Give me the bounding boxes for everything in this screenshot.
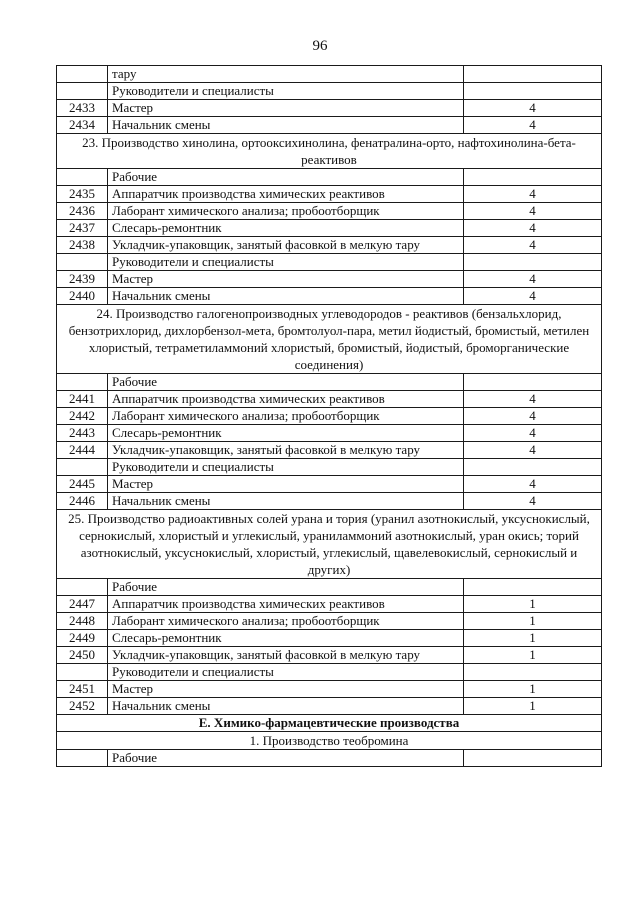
row-name: Укладчик-упаковщик, занятый фасовкой в мелкую тару [108,647,464,664]
table-row [57,117,602,134]
table-row [57,100,602,117]
row-number [57,374,108,391]
row-value: 1 [464,647,602,664]
row-value [464,169,602,186]
section-row [57,732,602,750]
row-name: Руководители и специалисты [108,83,464,100]
table-row [57,408,602,425]
row-value: 4 [464,271,602,288]
row-value: 4 [464,391,602,408]
row-name: Руководители и специалисты [108,254,464,271]
row-number [57,169,108,186]
row-number: 2442 [57,408,108,425]
table-row [57,613,602,630]
row-number: 2437 [57,220,108,237]
row-number: 2435 [57,186,108,203]
row-name: Рабочие [108,374,464,391]
row-value: 1 [464,698,602,715]
table-row [57,169,602,186]
row-number [57,664,108,681]
row-value: 4 [464,425,602,442]
row-name: Мастер [108,681,464,698]
row-value: 1 [464,613,602,630]
row-name: Слесарь-ремонтник [108,630,464,647]
section-title: 24. Производство галогенопроизводных углеводородов - реактивов (бензальхлорид, бензотрихлорид, дихлорбензол-мета, бромтолуол-пара, метил йодистый, бромистый, метилен хлористый, тетраметиламмоний хлористый, бромистый, йодистый, броморганические соединения) [57,305,602,374]
row-number: 2433 [57,100,108,117]
row-value: 4 [464,220,602,237]
row-number: 2443 [57,425,108,442]
row-value: 1 [464,681,602,698]
row-number [57,750,108,767]
row-name: Мастер [108,100,464,117]
row-name: Аппаратчик производства химических реактивов [108,186,464,203]
table-row [57,203,602,220]
table-row [57,374,602,391]
row-name: Начальник смены [108,493,464,510]
row-number: 2448 [57,613,108,630]
table-row [57,630,602,647]
row-value: 4 [464,408,602,425]
section-row [57,510,602,579]
row-number: 2434 [57,117,108,134]
row-name: Рабочие [108,169,464,186]
row-name: Руководители и специалисты [108,459,464,476]
row-value [464,664,602,681]
row-number: 2450 [57,647,108,664]
row-value: 1 [464,596,602,613]
table-row [57,750,602,767]
table-row [57,254,602,271]
row-name: Аппаратчик производства химических реактивов [108,391,464,408]
occupations-table [56,65,602,767]
table-row [57,698,602,715]
row-value: 4 [464,117,602,134]
table-row [57,391,602,408]
table-row [57,459,602,476]
table-row [57,220,602,237]
row-number: 2446 [57,493,108,510]
row-value [464,83,602,100]
row-value [464,579,602,596]
row-value: 4 [464,493,602,510]
page-number: 96 [312,38,328,54]
row-number: 2438 [57,237,108,254]
row-number: 2440 [57,288,108,305]
row-name: Начальник смены [108,288,464,305]
section-row [57,134,602,169]
row-name: Руководители и специалисты [108,664,464,681]
row-value [464,66,602,83]
table-row [57,596,602,613]
row-value: 4 [464,237,602,254]
row-value [464,750,602,767]
row-number: 2439 [57,271,108,288]
row-name: Лаборант химического анализа; пробоотборщик [108,203,464,220]
row-name: Слесарь-ремонтник [108,220,464,237]
row-value: 4 [464,442,602,459]
row-number: 2436 [57,203,108,220]
table-row [57,647,602,664]
row-name: Укладчик-упаковщик, занятый фасовкой в мелкую тару [108,237,464,254]
table-row [57,66,602,83]
row-number [57,83,108,100]
section-title: 23. Производство хинолина, ортооксихинолина, фенатралина-орто, нафтохинолина-бета-реактивов [57,134,602,169]
row-name: Слесарь-ремонтник [108,425,464,442]
table-row [57,271,602,288]
section-row [57,305,602,374]
row-value: 1 [464,630,602,647]
table-row [57,237,602,254]
table-row [57,579,602,596]
table-row [57,681,602,698]
row-value: 4 [464,476,602,493]
row-value: 4 [464,100,602,117]
table-row [57,476,602,493]
category-heading: Е. Химико-фармацевтические производства [57,715,602,732]
table-row [57,288,602,305]
row-number [57,66,108,83]
section-title: 25. Производство радиоактивных солей урана и тория (уранил азотнокислый, уксуснокислый, сернокислый, хлористый и углекислый, ураниламмоний азотнокислый, уран окись; торий азотнокислый, уксуснокислый, хлористый, углекислый, щавелевокислый, сернокислый и других) [57,510,602,579]
row-name: Начальник смены [108,117,464,134]
row-number: 2451 [57,681,108,698]
table-row [57,425,602,442]
section-title: 1. Производство теобромина [57,732,602,750]
row-name: Лаборант химического анализа; пробоотборщик [108,613,464,630]
row-value: 4 [464,203,602,220]
row-number: 2445 [57,476,108,493]
row-name: Рабочие [108,750,464,767]
table-row [57,664,602,681]
row-name: Начальник смены [108,698,464,715]
table-row [57,186,602,203]
table-row [57,83,602,100]
row-value [464,254,602,271]
row-number [57,459,108,476]
row-value [464,459,602,476]
row-number: 2447 [57,596,108,613]
table-body [57,66,602,767]
row-value [464,374,602,391]
row-number: 2452 [57,698,108,715]
table-row [57,442,602,459]
row-number [57,579,108,596]
row-number: 2444 [57,442,108,459]
table-row [57,493,602,510]
row-number: 2449 [57,630,108,647]
row-name: Аппаратчик производства химических реактивов [108,596,464,613]
row-name: Мастер [108,476,464,493]
row-name: тару [108,66,464,83]
row-name: Рабочие [108,579,464,596]
row-name: Мастер [108,271,464,288]
category-heading-row [57,715,602,732]
row-name: Укладчик-упаковщик, занятый фасовкой в мелкую тару [108,442,464,459]
row-name: Лаборант химического анализа; пробоотборщик [108,408,464,425]
row-value: 4 [464,186,602,203]
row-value: 4 [464,288,602,305]
row-number: 2441 [57,391,108,408]
row-number [57,254,108,271]
